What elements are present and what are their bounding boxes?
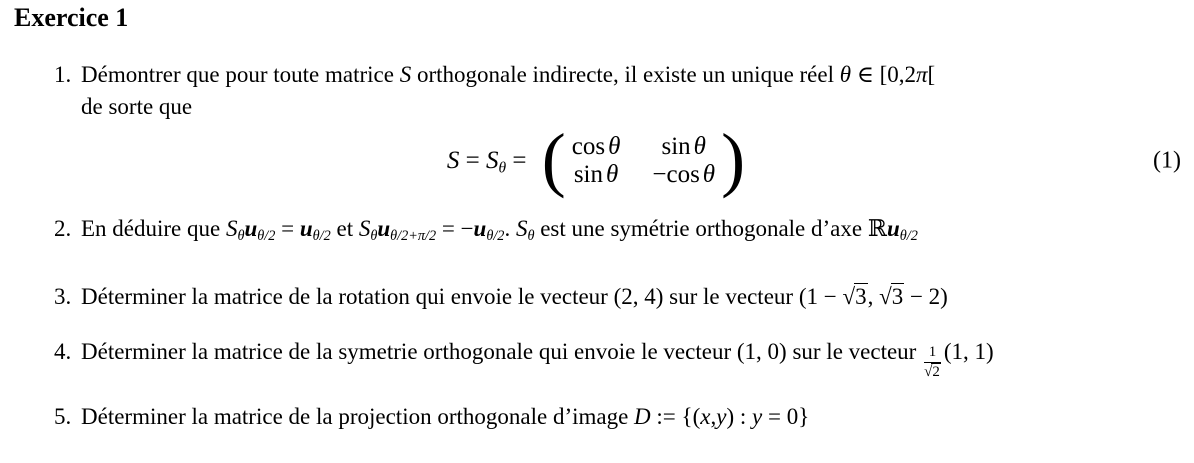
exercise-title: Exercice 1	[14, 3, 129, 32]
item-1-text-a: Démontrer que pour toute matrice	[81, 62, 400, 87]
math-u-subscript: θ/2	[312, 227, 331, 244]
math-theta-subscript: θ	[370, 227, 378, 244]
item-1-text-c: de sorte que	[81, 94, 193, 119]
item-4-text-a: Déterminer la matrice de la symetrie orthogonale qui envoie le vecteur	[81, 339, 737, 364]
math-interval-open: [0,2	[879, 62, 917, 87]
matrix-cell-r1c1	[572, 133, 621, 161]
item-2-text-a: En déduire que	[81, 216, 226, 241]
item-5-number: 5.	[54, 404, 72, 429]
item-5-content	[81, 401, 809, 433]
math-D-variable: D	[634, 404, 651, 429]
math-u-subscript: θ/2	[899, 227, 918, 244]
equation-row	[0, 119, 1194, 199]
math-S-theta: S	[225, 216, 238, 241]
math-vector-2: (1, 1)	[943, 339, 994, 364]
item-1-number: 1.	[54, 62, 72, 87]
fraction-denominator	[924, 363, 941, 381]
item-1-content	[81, 59, 935, 123]
item-1-line-2	[81, 91, 935, 123]
minus-sign: −	[652, 161, 667, 188]
math-theta-subscript: θ	[498, 159, 507, 177]
item-3-number: 3.	[54, 284, 72, 309]
item-3-content	[81, 281, 948, 313]
equals-minus-sign: = −	[436, 216, 474, 241]
item-2-content	[81, 213, 918, 245]
math-theta: θ	[608, 133, 621, 160]
math-u-subscript: θ/2	[257, 227, 276, 244]
math-pi: π	[916, 62, 928, 87]
item-4-text-b: sur le vecteur	[786, 339, 923, 364]
defined-equals-sign: :=	[650, 404, 682, 429]
math-vector-1: (2, 4)	[613, 284, 664, 309]
math-sin: sin	[573, 161, 603, 188]
matrix-cell-r2c1	[574, 161, 618, 189]
math-theta: θ	[693, 133, 706, 160]
math-u-vector: u	[377, 216, 391, 241]
math-y-variable: y	[716, 404, 727, 429]
item-3-text-a: Déterminer la matrice de la rotation qui envoie le vecteur	[81, 284, 614, 309]
math-element-of-symbol: ∈	[851, 62, 880, 87]
right-parenthesis: )	[721, 119, 746, 199]
math-blackboard-R: ℝ	[867, 216, 887, 242]
math-u-subscript: θ/2	[486, 227, 505, 244]
math-u-vector: u	[244, 216, 258, 241]
item-2-number: 2.	[54, 216, 72, 241]
sqrt-radicand: 3	[891, 284, 904, 309]
set-middle: ) :	[726, 404, 752, 429]
equals-sign: =	[459, 147, 487, 174]
item-4-number: 4.	[54, 339, 72, 364]
math-theta-subscript: θ	[237, 227, 245, 244]
math-vector-1: (1, 0)	[736, 339, 787, 364]
math-u-subscript: θ/2+π/2	[390, 227, 437, 244]
fraction-numerator: 1	[924, 344, 941, 363]
math-theta: θ	[839, 62, 852, 87]
item-1-text-b: orthogonale indirecte, il existe un unique réel	[411, 62, 840, 87]
set-close: = 0}	[762, 404, 810, 429]
exercise-item-1	[54, 59, 935, 123]
sqrt-symbol: √	[842, 284, 856, 309]
item-1-line-1	[81, 59, 935, 91]
math-S-variable: S	[446, 147, 460, 174]
exercise-item-4	[54, 336, 994, 381]
sqrt-symbol: √	[924, 364, 933, 380]
matrix-cell-r2c2	[652, 161, 715, 189]
item-5-text-a: Déterminer la matrice de la projection orthogonale d’image	[81, 404, 635, 429]
equation-1	[446, 119, 747, 199]
set-open: {(	[681, 404, 701, 429]
sqrt-radicand: 2	[932, 364, 940, 380]
math-u-vector: u	[299, 216, 313, 241]
exercise-item-3	[54, 281, 948, 313]
math-theta: θ	[702, 161, 716, 188]
matrix-cell-r1c2	[661, 133, 705, 161]
comma: ,	[867, 284, 880, 309]
item-2-text-et: et	[330, 216, 359, 241]
equation-lhs	[447, 147, 540, 175]
equation-number: (1)	[1153, 147, 1181, 174]
matrix-2x2	[568, 133, 719, 189]
math-cos: cos	[571, 133, 606, 160]
equals-sign: =	[506, 147, 533, 174]
item-2-text-b: est une symétrie orthogonale d’axe	[534, 216, 868, 241]
math-paren-close: − 2)	[904, 284, 948, 309]
math-interval-close: [	[927, 62, 936, 87]
math-paren-open: (1 −	[798, 284, 843, 309]
equals-sign: =	[275, 216, 300, 241]
item-4-content	[81, 336, 994, 381]
left-parenthesis: (	[541, 119, 566, 199]
math-x-variable: x	[700, 404, 711, 429]
item-3-text-b: sur le vecteur	[663, 284, 799, 309]
math-theta-subscript: θ	[527, 227, 535, 244]
exercise-item-5	[54, 401, 809, 433]
math-cos: cos	[666, 161, 700, 188]
math-theta: θ	[606, 161, 619, 188]
fraction-one-over-sqrt2	[924, 344, 941, 381]
exercise-item-2	[54, 213, 918, 245]
math-u-vector: u	[473, 216, 487, 241]
math-S-theta: S	[515, 216, 528, 241]
math-y-variable: y	[752, 404, 763, 429]
sqrt-symbol: √	[879, 284, 892, 309]
sqrt-radicand: 3	[855, 284, 867, 309]
math-sin: sin	[661, 133, 691, 160]
math-S-theta: S	[486, 147, 499, 174]
comma: ,	[710, 404, 717, 429]
period: .	[504, 216, 516, 241]
math-u-vector: u	[886, 216, 900, 241]
math-S-theta: S	[358, 216, 371, 241]
math-S-variable: S	[399, 62, 412, 87]
